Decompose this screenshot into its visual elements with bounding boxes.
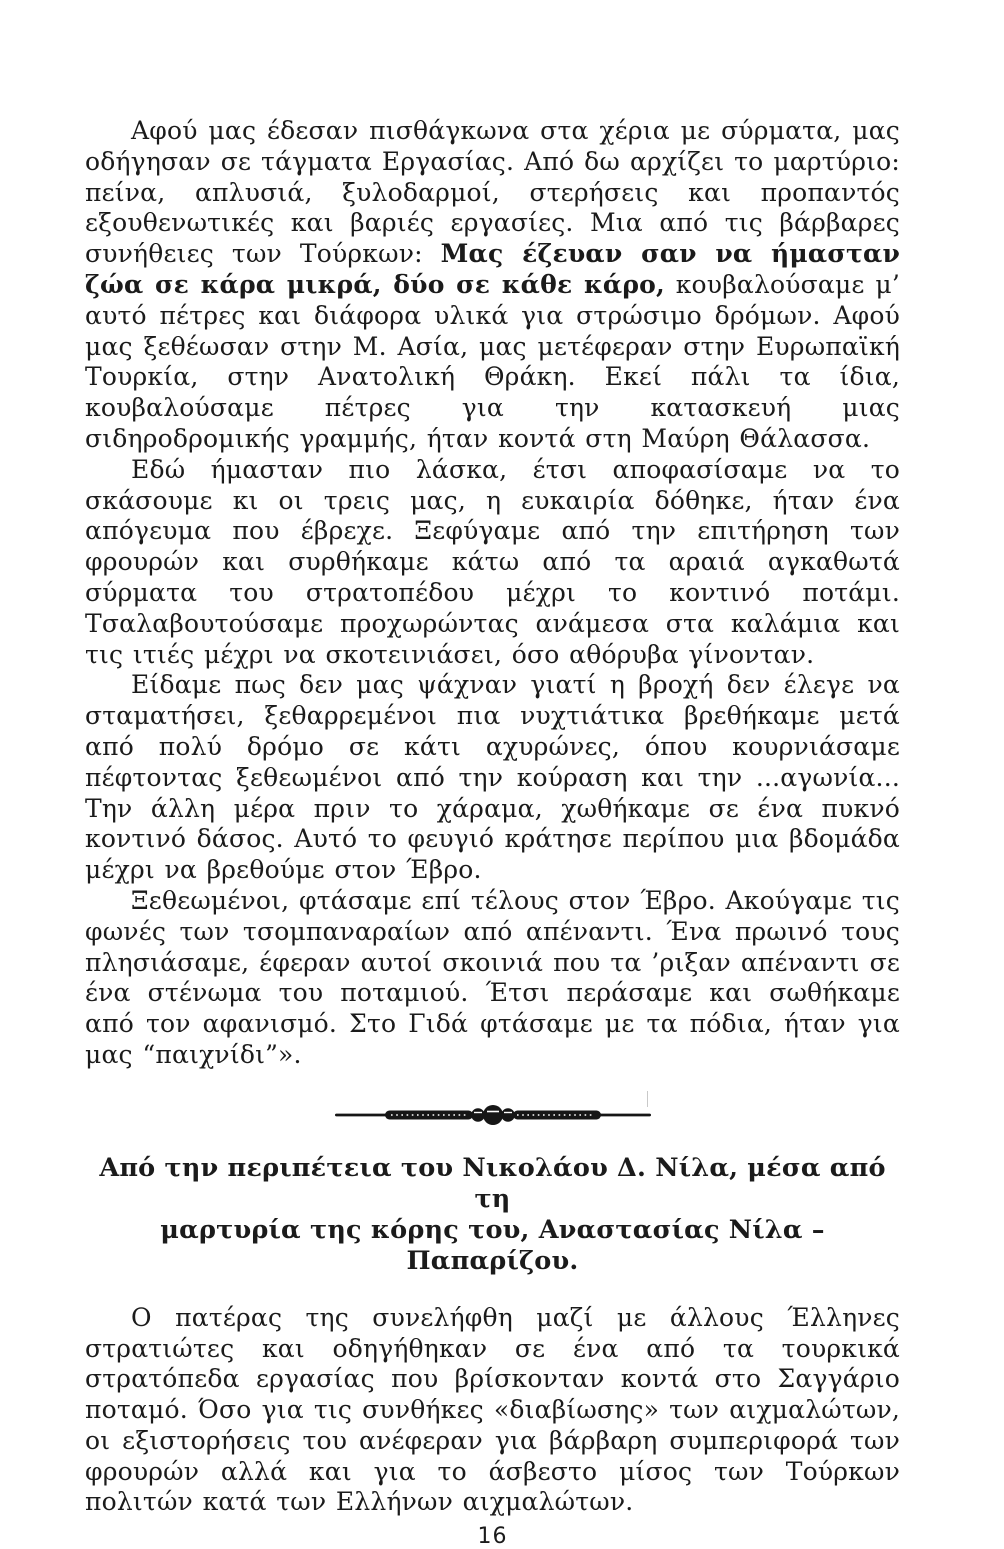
paragraph-4: Ξεθεωμένοι, φτάσαμε επί τέλους στον Έβρο. Ακούγαμε τις φωνές των τσομπαναραίων από απέναντι. Ένα πρωινό τους πλησιάσαμε, έφεραν αυτοί σκοινιά που τα ’ριξαν απέναντι σε ένα στένωμα του ποταμιού. Έτσι περάσαμε και σωθήκαμε από τον αφανισμό. Στο Γιδά φτάσαμε με τα πόδια, ήταν για μας “παιχνίδι”». bbox=[85, 885, 900, 1069]
page-number: 16 bbox=[477, 1524, 508, 1549]
paragraph-5: Ο πατέρας της συνελήφθη μαζί με άλλους Έλληνες στρατιώτες και οδηγήθηκαν σε ένα από τα τουρκικά στρατόπεδα εργασίας που βρίσκονταν κοντά στο Σαγγάριο ποταμό. Όσο για τις συνθήκες «διαβίωσης» των αιχμαλώτων, οι εξιστορήσεις του ανέφεραν για βάρβαρη συμπεριφορά των φρουρών αλλά και για το άσβεστο μίσος των Τούρκων πολιτών κατά των Ελλήνων αιχμαλώτων. bbox=[85, 1302, 900, 1517]
section-divider bbox=[335, 1087, 651, 1133]
section-heading bbox=[85, 1153, 900, 1277]
beaded-rule-ornament-icon bbox=[335, 1087, 651, 1133]
paragraph-3: Είδαμε πως δεν μας ψάχναν γιατί η βροχή δεν έλεγε να σταματήσει, ξεθαρρεμένοι πια νυχτιάτικα βρεθήκαμε μετά από πολύ δρόμο σε κάτι αχυρώνες, όπου κουρνιάσαμε πέφτοντας ξεθεωμένοι από την κούραση και την ...αγωνία... Την άλλη μέρα πριν το χάραμα, χωθήκαμε σε ένα πυκνό κοντινό δάσος. Αυτό το φευγιό κράτησε περίπου μια βδομάδα μέχρι να βρεθούμε στον Έβρο. bbox=[85, 670, 900, 885]
section-heading-line-1: Από την περιπέτεια του Νικολάου Δ. Νίλα, μέσα από τη bbox=[99, 1152, 886, 1214]
paragraph-1 bbox=[85, 116, 900, 455]
paragraph-1-text-post: κουβαλούσαμε μ’ αυτό πέτρες και διάφορα υλικά για στρώσιμο δρόμων. Αφού μας ξεθέωσαν στην Μ. Ασία, μας μετέφεραν στην Ευρωπαϊκή Τουρκία, στην Ανατολική Θράκη. Εκεί πάλι τα ίδια, κουβαλούσαμε πέτρες για την κατασκευή μιας σιδηροδρομικής γραμμής, ήταν κοντά στη Μαύρη Θάλασσα. bbox=[85, 269, 900, 453]
section-heading-line-2: μαρτυρία της κόρης του, Αναστασίας Νίλα – Παπαρίζου. bbox=[160, 1214, 825, 1276]
page-footer bbox=[85, 1524, 900, 1549]
paragraph-1-text-pre: Αφού μας έδεσαν πισθάγκωνα στα χέρια με σύρματα, μας οδήγησαν σε τάγματα Εργασίας. Από δω αρχίζει το μαρτύριο: πείνα, απλυσιά, ξυλοδαρμοί, στερήσεις και προπαντός εξουθενωτικές και βαριές εργασίες. Μια από τις βάρβαρες συνήθειες των Τούρκων: bbox=[85, 116, 900, 269]
paragraph-2: Εδώ ήμασταν πιο λάσκα, έτσι αποφασίσαμε να το σκάσουμε κι οι τρεις μας, η ευκαιρία δόθηκε, ήταν ένα απόγευμα που έβρεχε. Ξεφύγαμε από την επιτήρηση των φρουρών και συρθήκαμε κάτω από τα αραιά αγκαθωτά σύρματα του στρατοπέδου μέχρι το κοντινό ποτάμι. Τσαλαβουτούσαμε προχωρώντας ανάμεσα στα καλάμια και τις ιτιές μέχρι να σκοτεινιάσει, όσο αθόρυβα γίνονταν. bbox=[85, 454, 900, 669]
paragraph-1-bold-text: Μας έζευαν σαν να ήμασταν ζώα σε κάρα μικρά, δύο σε κάθε κάρο, bbox=[85, 239, 901, 299]
page-text-block bbox=[85, 116, 900, 1549]
